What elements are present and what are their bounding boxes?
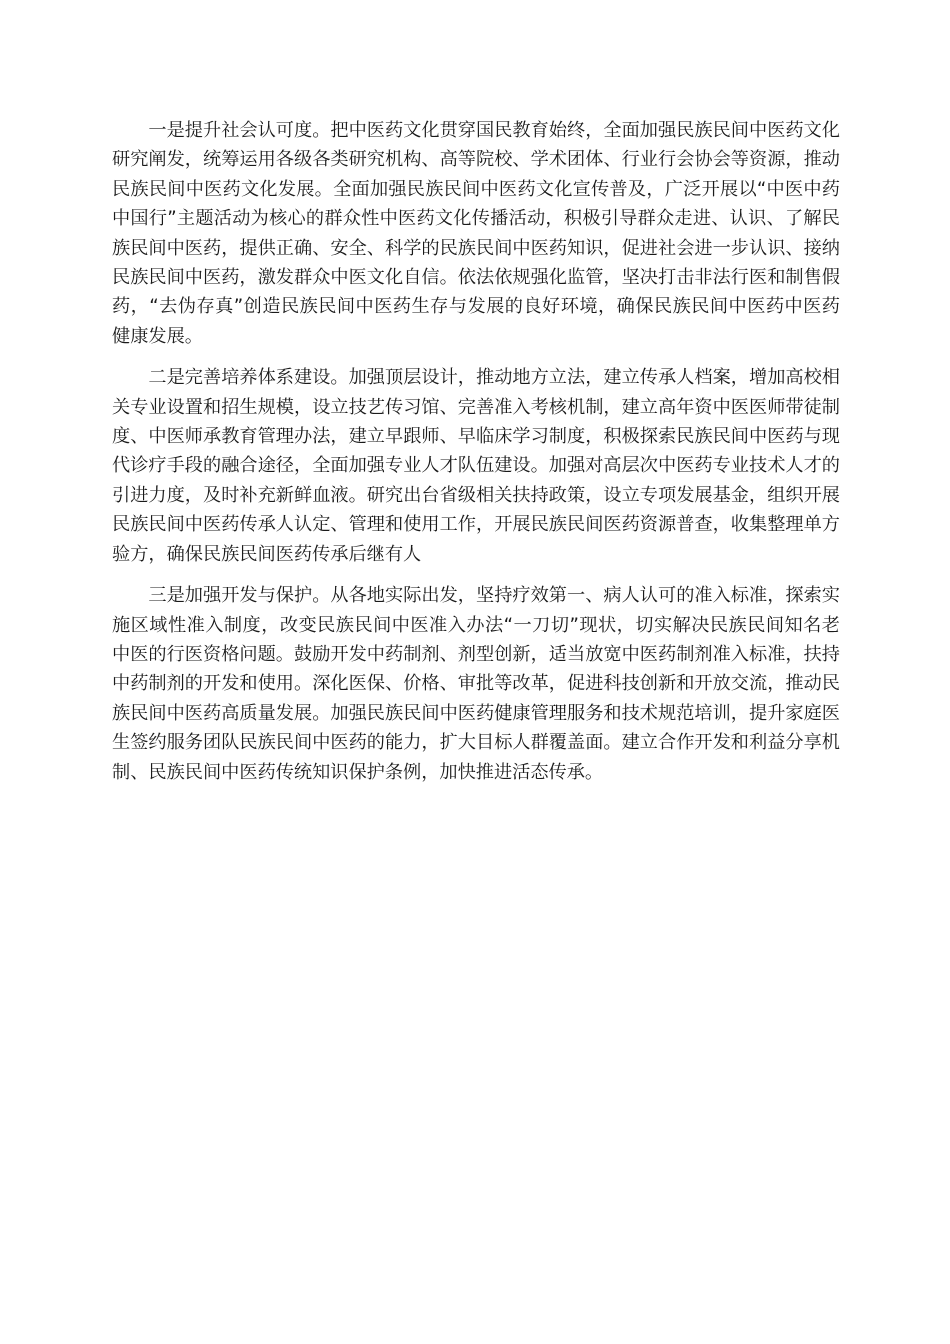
document-page — [112, 116, 840, 799]
paragraph-training-system: 二是完善培养体系建设。加强顶层设计，推动地方立法，建立传承人档案，增加高校相关专业设置和招生规模，设立技艺传习馆、完善准入考核机制，建立高年资中医医师带徒制度、中医师承教育管理办法，建立早跟师、早临床学习制度，积极探索民族民间中医药与现代诊疗手段的融合途径，全面加强专业人才队伍建设。加强对高层次中医药专业技术人才的引进力度，及时补充新鲜血液。研究出台省级相关扶持政策，设立专项发展基金，组织开展民族民间中医药传承人认定、管理和使用工作，开展民族民间医药资源普查，收集整理单方验方，确保民族民间医药传承后继有人 — [112, 367, 840, 565]
paragraph-development-protection: 三是加强开发与保护。从各地实际出发，坚持疗效第一、病人认可的准入标准，探索实施区域性准入制度，改变民族民间中医准入办法“一刀切”现状，切实解决民族民间知名老中医的行医资格问题。鼓励开发中药制剂、剂型创新，适当放宽中医药制剂准入标准，扶持中药制剂的开发和使用。深化医保、价格、审批等改革，促进科技创新和开放交流，推动民族民间中医药高质量发展。加强民族民间中医药健康管理服务和技术规范培训，提升家庭医生签约服务团队民族民间中医药的能力，扩大目标人群覆盖面。建立合作开发和利益分享机制、民族民间中医药传统知识保护条例，加快推进活态传承。 — [112, 585, 840, 783]
paragraph-social-recognition: 一是提升社会认可度。把中医药文化贯穿国民教育始终，全面加强民族民间中医药文化研究阐发，统筹运用各级各类研究机构、高等院校、学术团体、行业行会协会等资源，推动民族民间中医药文化发展。全面加强民族民间中医药文化宣传普及，广泛开展以“中医中药中国行”主题活动为核心的群众性中医药文化传播活动，积极引导群众走进、认识、了解民族民间中医药，提供正确、安全、科学的民族民间中医药知识，促进社会进一步认识、接纳民族民间中医药，激发群众中医文化自信。依法依规强化监管，坚决打击非法行医和制售假药，“去伪存真”创造民族民间中医药生存与发展的良好环境，确保民族民间中医药中医药健康发展。 — [112, 120, 840, 347]
